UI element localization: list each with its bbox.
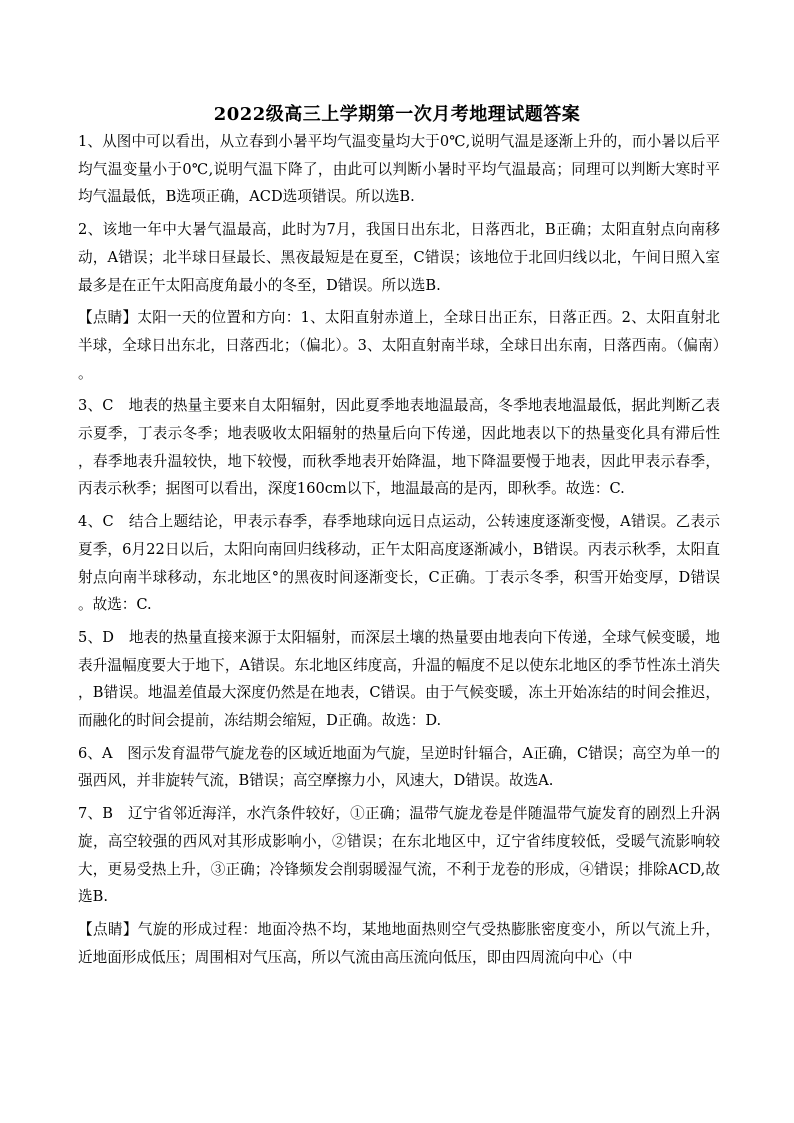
key-point-note-1: 【点睛】太阳一天的位置和方向：1、太阳直射赤道上，全球日出正东，日落正西。2、太阳直射北半球，全球日出东北，日落西北；（偏北）。3、太阳直射南半球，全球日出东南，日落西南。（偏南）。 [78, 309, 720, 382]
answer-2: 2、该地一年中大暑气温最高，此时为7月，我国日出东北，日落西北，B正确；太阳直射点向南移动，A错误；北半球日昼最长、黑夜最短是在夏至，C错误；该地位于北回归线以北，午间日照入室最多是在正午太阳高度角最小的冬至，D错误。所以选B. [78, 221, 720, 294]
key-point-note-2: 【点睛】气旋的形成过程：地面冷热不均，某地地面热则空气受热膨胀密度变小，所以气流上升，近地面形成低压；周围相对气压高，所以气流由高压流向低压，即由四周流向中心（中 [78, 920, 720, 966]
answer-7: 7、B 辽宁省邻近海洋，水汽条件较好，①正确；温带气旋龙卷是伴随温带气旋发育的剧烈上升涡旋，高空较强的西风对其形成影响小，②错误；在东北地区中，辽宁省纬度较低，受暖气流影响较大，更易受热上升，③正确；冷锋频发会削弱暖湿气流，不利于龙卷的形成，④错误；排除ACD,故选B. [78, 805, 720, 906]
page-title: 2022级高三上学期第一次月考地理试题答案 [213, 104, 581, 125]
answer-4: 4、C 结合上题结论，甲表示春季，春季地球向远日点运动，公转速度逐渐变慢，A错误。乙表示夏季，6月22日以后，太阳向南回归线移动，正午太阳高度逐渐减小，B错误。丙表示秋季，太阳直射点向南半球移动，东北地区°的黑夜时间逐渐变长，C正确。丁表示冬季，积雪开始变厚，D错误。故选：C. [78, 513, 720, 614]
answer-1: 1、从图中可以看出，从立春到小暑平均气温变量均大于0℃,说明气温是逐渐上升的，而小暑以后平均气温变量小于0℃,说明气温下降了，由此可以判断小暑时平均气温最高；同理可以判断大寒时平均气温最低，B选项正确，ACD选项错误。所以选B. [78, 133, 720, 206]
answer-3: 3、C 地表的热量主要来自太阳辐射，因此夏季地表地温最高，冬季地表地温最低，据此判断乙表示夏季，丁表示冬季；地表吸收太阳辐射的热量后向下传递，因此地表以下的热量变化具有滞后性，春季地表升温较快，地下较慢，而秋季地表开始降温，地下降温要慢于地表，因此甲表示春季，丙表示秋季；据图可以看出，深度160cm以下，地温最高的是丙，即秋季。故选：C. [78, 397, 720, 498]
answer-6: 6、A 图示发育温带气旋龙卷的区域近地面为气旋，呈逆时针辐合，A正确，C错误；高空为单一的强西风，并非旋转气流，B错误；高空摩擦力小，风速大，D错误。故选A. [78, 744, 720, 790]
answer-5: 5、D 地表的热量直接来源于太阳辐射，而深层土壤的热量要由地表向下传递，全球气候变暖，地表升温幅度要大于地下，A错误。东北地区纬度高，升温的幅度不足以使东北地区的季节性冻土消失，B错误。地温差值最大深度仍然是在地表，C错误。由于气候变暖，冻土开始冻结的时间会推迟，而融化的时间会提前，冻结期会缩短，D正确。故选：D. [78, 628, 720, 730]
answer-body [78, 128, 720, 976]
